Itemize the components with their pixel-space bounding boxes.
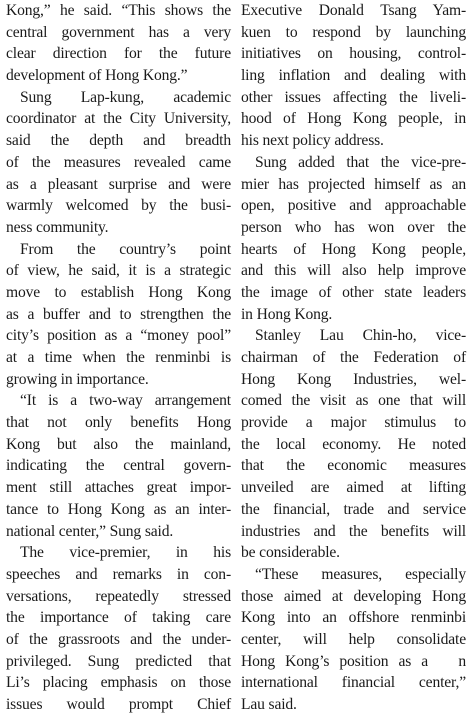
text-line: as a buffer and to strengthen the: [6, 305, 231, 323]
text-line: of view, he said, it is a strategic: [6, 262, 231, 280]
text-line: and this will also help improve: [241, 262, 466, 280]
text-line: ness community.: [6, 218, 109, 236]
text-line: open, positive and approachable: [241, 197, 466, 215]
text-line: Hong Kong Industries, wel-: [241, 370, 466, 388]
text-line: hood of Hong Kong people, in: [241, 110, 466, 128]
text-line: national center,” Sung said.: [6, 522, 174, 540]
text-line: “These measures, especially: [255, 565, 466, 583]
text-line: The vice-premier, in his: [20, 544, 231, 562]
text-line: indicating the central govern-: [6, 457, 231, 475]
text-line: his next policy address.: [241, 132, 384, 150]
text-line: initiatives on housing, control-: [241, 45, 466, 63]
text-line: comed the visit as one that will: [241, 392, 466, 410]
text-line: ling inflation and dealing with: [241, 67, 466, 85]
article-column-left: [6, 0, 231, 713]
text-line: city’s position as a “money pool”: [6, 327, 231, 345]
text-line: that not only benefits Hong: [6, 414, 231, 432]
article-column-right: [241, 0, 466, 713]
text-line: the financial, trade and service: [241, 500, 466, 518]
text-line: said the depth and breadth: [6, 132, 231, 150]
text-line: mier has projected himself as an: [241, 175, 466, 193]
text-line: other issues affecting the liveli-: [241, 88, 466, 106]
text-line: the importance of taking care: [6, 609, 231, 627]
text-line: Executive Donald Tsang Yam-: [241, 2, 466, 19]
text-line: Sung added that the vice-pre-: [255, 153, 466, 171]
text-line: Kong,” he said. “This shows the: [6, 2, 231, 19]
text-line: international financial center,”: [241, 674, 466, 692]
text-line: unveiled are aimed at lifting: [241, 479, 466, 497]
text-line: kuen to respond by launching: [241, 23, 466, 41]
text-line: at a time when the renminbi is: [6, 349, 231, 366]
text-line: of the measures revealed came: [6, 153, 231, 171]
text-line: Kong into an offshore renminbi: [241, 609, 466, 627]
text-line: hearts of Hong Kong people,: [241, 240, 466, 258]
text-line: warmly welcomed by the busi-: [6, 197, 231, 215]
text-line: From the country’s point: [20, 240, 231, 258]
text-line: “It is a two-way arrangement: [20, 392, 231, 410]
text-line: those aimed at developing Hong: [241, 587, 466, 605]
text-line: coordinator at the City University,: [6, 110, 231, 128]
text-line: industries and the benefits will: [241, 522, 466, 540]
text-line: tance to Hong Kong as an inter-: [6, 500, 231, 518]
text-line: move to establish Hong Kong: [6, 283, 231, 301]
text-line: center, will help consolidate: [241, 630, 466, 648]
text-line: the local economy. He noted: [241, 435, 466, 453]
text-line: privileged. Sung predicted that: [6, 652, 231, 670]
text-line: issues would prompt Chief: [6, 696, 231, 713]
text-line: in Hong Kong.: [241, 305, 333, 323]
text-line: Li’s placing emphasis on those: [6, 674, 231, 692]
text-line: of the grassroots and the under-: [6, 630, 231, 648]
text-line: central government has a very: [6, 23, 231, 41]
text-line: provide a major stimulus to: [241, 414, 466, 432]
text-line: Lau said.: [241, 696, 297, 713]
text-line: ment still attaches great impor-: [6, 479, 231, 497]
text-line: Stanley Lau Chin-ho, vice-: [255, 327, 466, 345]
text-line: Hong Kong’s position as a n: [241, 652, 466, 670]
text-line: speeches and remarks in con-: [6, 565, 231, 583]
text-line: growing in importance.: [6, 370, 149, 388]
text-line: development of Hong Kong.”: [6, 67, 188, 85]
text-line: be considerable.: [241, 544, 340, 562]
text-line: clear direction for the future: [6, 45, 231, 63]
text-line: the image of other state leaders: [241, 283, 466, 301]
text-line: person who has won over the: [241, 218, 466, 236]
text-line: that the economic measures: [241, 457, 466, 475]
text-line: Kong but also the mainland,: [6, 435, 231, 453]
text-line: versations, repeatedly stressed: [6, 587, 231, 605]
text-line: chairman of the Federation of: [241, 349, 466, 366]
text-line: Sung Lap-kung, academic: [20, 88, 231, 106]
text-line: as a pleasant surprise and were: [6, 175, 231, 193]
